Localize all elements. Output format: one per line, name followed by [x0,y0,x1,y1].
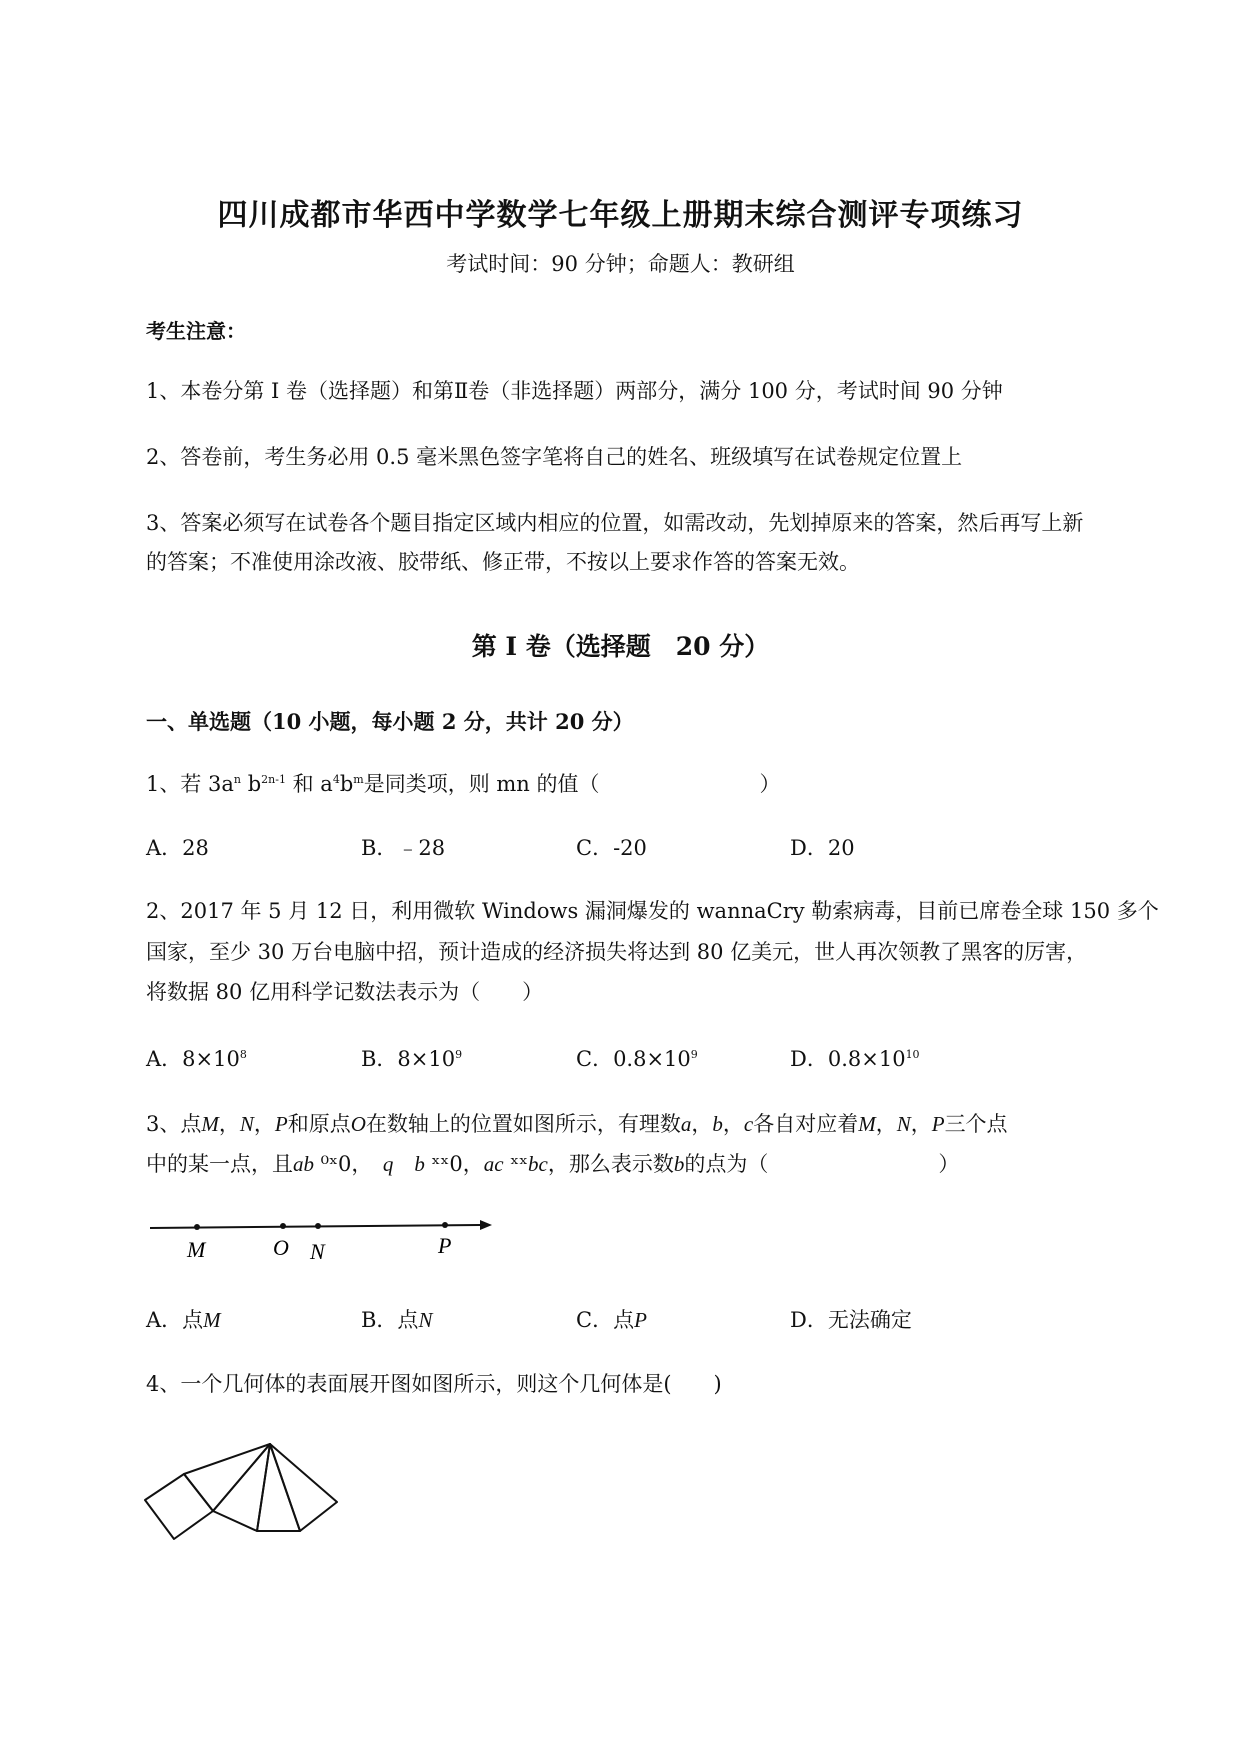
exam-info: 考试时间：90 分钟；命题人：教研组 [446,252,795,276]
label-p: P [438,1233,452,1258]
q2-option-d[interactable]: D．$0.8\times 10^{10}$ [790,1047,920,1071]
notice-item-3-cont: 的答案；不准使用涂改液、胶带纸、修正带，不按以上要求作答的答案无效。 [146,550,860,574]
point-p-dot [442,1222,448,1228]
question-3-line-1: 3、点M，N，P和原点O在数轴上的位置如图所示，有理数a，b，c各自对应着M，N，P三个点 [146,1112,1008,1136]
part-heading: 一、单选题（10 小题，每小题 2 分，共计 20 分） [146,709,634,734]
point-n-dot [315,1223,321,1229]
q2-option-c[interactable]: C．$0.8\times 10^9$ [576,1047,698,1071]
q3-option-c[interactable]: C．点P [576,1308,647,1332]
point-o-dot [280,1223,286,1229]
axis-arrow-icon [480,1220,492,1230]
q2-option-a[interactable]: A．$8\times 10^8$ [146,1047,247,1071]
q2-option-b[interactable]: B．$8\times 10^9$ [361,1047,463,1071]
notice-item-3: 3、答案必须写在试卷各个题目指定区域内相应的位置，如需改动，先划掉原来的答案，然后再写上新 [146,511,1084,535]
net-left-square [145,1474,213,1539]
question-2-line-3: 将数据 80 亿用科学记数法表示为（ ） [146,980,544,1004]
q1-option-a[interactable]: A．28 [146,836,209,860]
q3-option-d[interactable]: D．无法确定 [790,1308,912,1332]
section-title: 第 I 卷（选择题 20 分） [471,632,770,661]
net-figure [140,1435,350,1555]
q3-option-a[interactable]: A．点M [146,1308,221,1332]
net-face-1 [213,1444,270,1531]
q1-option-d[interactable]: D．20 [790,836,855,860]
label-m: M [187,1237,206,1262]
net-face-2 [257,1444,300,1531]
q1-option-b[interactable]: B．﹣28 [361,836,446,860]
number-line-figure [140,1212,500,1272]
net-top-triangle [184,1444,270,1511]
point-m-dot [194,1224,200,1230]
q1-option-c[interactable]: C．-20 [576,836,647,860]
notice-item-1: 1、本卷分第 I 卷（选择题）和第Ⅱ卷（非选择题）两部分，满分 100 分，考试时间 90 分钟 [146,379,1003,403]
q3-option-b[interactable]: B．点N [361,1308,433,1332]
question-3-line-2: 中的某一点，且ab ⁰ˣ0， q b ˣˣ0，ac ˣˣbc，那么表示数b的点为（ ） [146,1152,960,1176]
notice-item-2: 2、答卷前，考生务必用 0.5 毫米黑色签字笔将自己的姓名、班级填写在试卷规定位置上 [146,445,963,469]
question-2-line-2: 国家，至少 30 万台电脑中招，预计造成的经济损失将达到 80 亿美元，世人再次领教了黑客的厉害， [146,940,1088,964]
question-1: 1、若 $3a^n$ $b^{2n-1}$ 和 $a^4b^m$是同类项，则 mn 的值（ ） [146,772,781,796]
page-title: 四川成都市华西中学数学七年级上册期末综合测评专项练习 [217,198,1024,233]
net-face-3 [270,1444,337,1531]
label-o: O [273,1235,289,1260]
question-2-line-1: 2、2017 年 5 月 12 日，利用微软 Windows 漏洞爆发的 wannaCry 勒索病毒，目前已席卷全球 150 多个 [146,899,1159,923]
notice-heading: 考生注意： [146,319,246,343]
label-n: N [310,1239,325,1264]
question-4: 4、一个几何体的表面展开图如图所示，则这个几何体是( ) [146,1372,722,1396]
